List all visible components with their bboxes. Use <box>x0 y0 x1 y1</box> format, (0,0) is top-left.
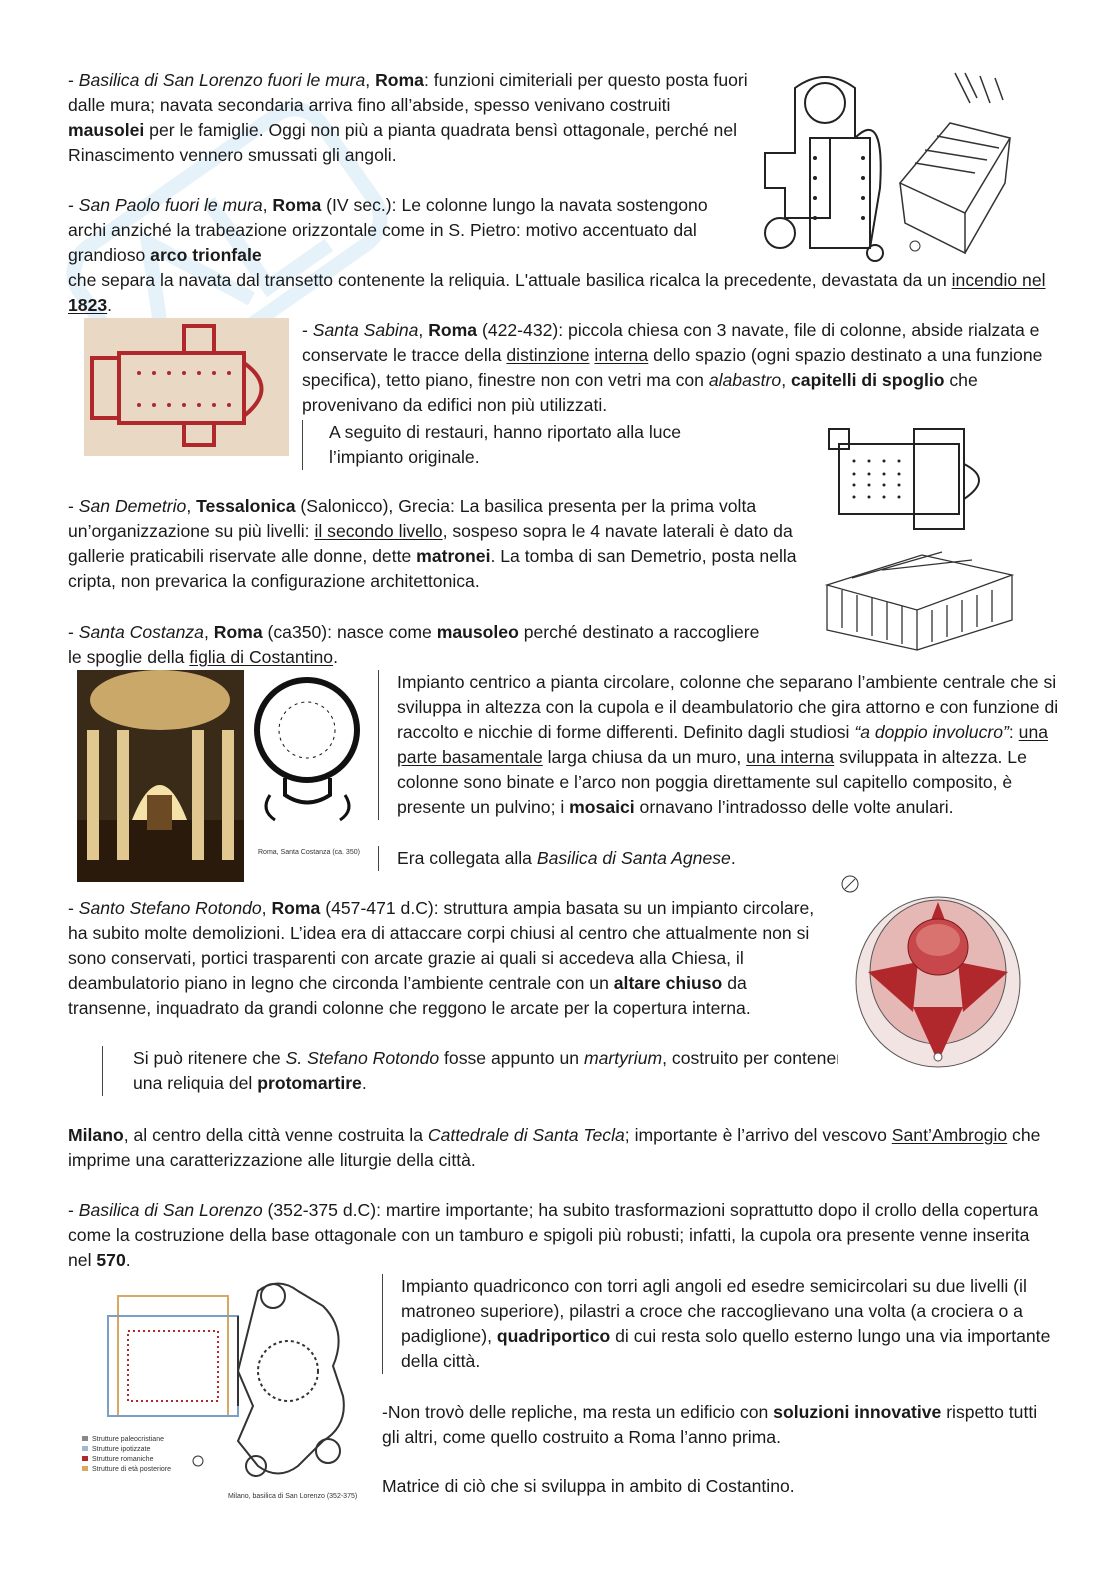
text: rispetto tutti gli altri, come quello costruito a Roma l’anno prima. <box>382 1402 1038 1447</box>
text: che imprime una caratterizzazione alle liturgie della città. <box>68 1125 1041 1170</box>
note-santo-stefano: Si può ritenere che S. Stefano Rotondo fosse appunto un martyrium, costruito per contenere una reliquia del protomartire. <box>102 1046 853 1096</box>
figure-caption: Roma, Santa Costanza (ca. 350) <box>258 849 360 856</box>
underlined-term: distinzione <box>506 345 590 365</box>
underlined-term: il secondo livello <box>314 521 443 541</box>
bold-term: mausoleo <box>436 622 519 642</box>
city: Tessalonica <box>196 496 296 516</box>
bold-term: capitelli di spoglio <box>791 370 945 390</box>
italic-term: martyrium <box>583 1048 663 1068</box>
city: Roma <box>271 898 321 918</box>
figure-san-lorenzo-milano-plan <box>78 1276 358 1502</box>
figure-san-demetrio-plan <box>824 419 1000 537</box>
paragraph-san-paolo-b <box>68 268 1048 318</box>
italic-term: “a doppio involucro” <box>854 722 1009 742</box>
figure-santa-costanza-plan <box>250 670 365 862</box>
text: Era collegata alla <box>397 848 537 868</box>
text: perché destinato a raccogliere le spoglie della <box>68 622 760 667</box>
text: -Non trovò delle repliche, ma resta un edificio con <box>382 1402 774 1422</box>
text: che provenivano da edifici non più utilizzati. <box>302 370 978 415</box>
text: che separa la navata dal transetto contenente la reliquia. L'attuale basilica ricalca la precedente, devastata da un <box>68 270 952 290</box>
legend-item: Strutture di età posteriore <box>92 1466 171 1473</box>
text: Impianto centrico a pianta circolare, colonne che separano l’ambiente centrale che si sviluppa in altezza con la cupola e il deambulatorio che gira attorno e con funzione di raccolto e nicchie di forme differenti. Definito dagli studiosi <box>397 672 1059 742</box>
city: Roma <box>375 70 424 90</box>
paragraph-san-lorenzo-milano: - Basilica di San Lorenzo (352-375 d.C): martire importante; ha subito trasformazioni soprattutto dopo il crollo della copertura come la costruzione della base ottagonale con un tamburo e spigoli più robusti; infatti, la cupola ora presente venne inserita nel 570. <box>68 1200 1039 1270</box>
underlined-term: incendio nel 1823 <box>68 270 1046 315</box>
note-san-lorenzo-milano-2 <box>382 1400 1042 1450</box>
church-name: Santa Sabina <box>312 320 419 340</box>
underlined-term: figlia di Costantino <box>189 647 334 667</box>
text: (Salonicco), Grecia: La basilica presenta per la prima volta un’organizzazione su più livelli: <box>68 496 757 541</box>
bold-term: matronei <box>416 546 491 566</box>
church-name: Basilica di San Lorenzo fuori le mura <box>78 70 366 90</box>
text: (422-432): piccola chiesa con 3 navate, file di colonne, abside rialzata e conservate le tracce della <box>302 320 1040 365</box>
legend-item: Strutture paleocristiane <box>92 1436 164 1443</box>
text: . <box>107 295 113 315</box>
text: da transenne, inquadrato da grandi colonne che reggono le arcate per la copertura interna. <box>68 973 751 1018</box>
underlined-term: una parte basamentale <box>397 722 1049 767</box>
text: , al centro della città venne costruita la <box>123 1125 428 1145</box>
text: ornavano l’intradosso delle volte anulari. <box>634 797 954 817</box>
text: dello spazio (ogni spazio destinato a una funzione specifica), tetto piano, finestre non con vetri ma con <box>302 345 1043 390</box>
note-santa-costanza-1: Impianto centrico a pianta circolare, colonne che separano l’ambiente centrale che si sviluppa in altezza con la cupola e il deambulatorio che gira attorno e con funzione di raccolto e nicchie di forme differenti. Definito dagli studiosi “a doppio involucro”: una parte basamentale larga chiusa da un muro, una interna sviluppata in altezza. Le colonne sono binate e l’arco non poggia direttamente sul capitello composito, è presente un pulvino; i mosaici ornavano l’intradosso delle volte anulari. <box>378 670 1062 820</box>
text: (ca350): nasce come <box>262 622 437 642</box>
note-san-lorenzo-milano-3: Matrice di ciò che si sviluppa in ambito di Costantino. <box>382 1476 795 1496</box>
text: ; importante è l’arrivo del vescovo <box>624 1125 892 1145</box>
note-san-lorenzo-milano-1 <box>382 1274 1061 1374</box>
note-santa-sabina: A seguito di restauri, hanno riportato alla luce l’impianto originale. <box>302 420 759 470</box>
text: : funzioni cimiteriali per questo posta fuori dalle mura; navata secondaria arriva fino all’abside, spesso venivano costruiti <box>68 70 748 115</box>
paragraph-san-lorenzo-fuori: - Basilica di San Lorenzo fuori le mura, Roma: funzioni cimiteriali per questo posta fuori dalle mura; navata secondaria arriva fino all’abside, spesso venivano costruiti mausolei per le famiglie. Oggi non più a pianta quadrata bensì ottagonale, perché nel Rinascimento vennero smussati gli angoli. <box>68 70 748 165</box>
bold-term: protomartire <box>257 1073 362 1093</box>
city: Milano <box>68 1125 124 1145</box>
text: per le famiglie. Oggi non più a pianta quadrata bensì ottagonale, perché nel Rinascimento vennero smussati gli angoli. <box>68 120 738 165</box>
text: (IV sec.): Le colonne lungo la navata sostengono archi anziché la trabeazione orizzontale come in S. Pietro: motivo accentuato dal grandioso <box>68 195 708 265</box>
text: (457-471 d.C): struttura ampia basata su un impianto circolare, ha subito molte demolizioni. L’idea era di attaccare corpi chiusi al centro che attualmente non si sono conservati, portici trasparenti con arcate grazie ai quali si accedeva alla Chiesa, il deambulatorio piano in legno che circonda l’ambiente centrale con un <box>68 898 815 993</box>
text: (352-375 d.C): martire importante; ha subito trasformazioni soprattutto dopo il crollo della copertura come la costruzione della base ottagonale con un tamburo e spigoli più robusti; infatti, la cupola ora presente venne inserita nel <box>68 1200 1039 1270</box>
text: , sospeso sopra le 4 navate laterali è dato da gallerie praticabili riservate alle donne, dette <box>68 521 793 566</box>
bold-term: soluzioni innovative <box>773 1402 942 1422</box>
city: Roma <box>428 320 478 340</box>
figure-santo-stefano-axonometric <box>838 872 1023 1072</box>
text: . La tomba di san Demetrio, posta nella cripta, non prevarica la configurazione architettonica. <box>68 546 797 591</box>
italic-term: alabastro <box>708 370 782 390</box>
text: di cui resta solo quello esterno lungo una via importante della città. <box>401 1326 1051 1371</box>
text: , costruito per contenere una reliquia del <box>133 1048 852 1093</box>
italic-term: S. Stefano Rotondo <box>285 1048 440 1068</box>
note-santa-costanza-2: Era collegata alla Basilica di Santa Agnese. <box>378 846 1062 871</box>
text: Impianto quadriconco con torri agli angoli ed esedre semicircolari su due livelli (il matroneo superiore), pilastri a croce che raccoglievano una volta (a crociera o a padiglione), <box>401 1276 1027 1346</box>
paragraph-santa-costanza: - Santa Costanza, Roma (ca350): nasce come mausoleo perché destinato a raccogliere le spoglie della figlia di Costantino. <box>68 622 760 667</box>
text: sviluppata in altezza. Le colonne sono binate e l’arco non poggia direttamente sul capitello composito, è presente un pulvino; i <box>397 747 1027 817</box>
paragraph-milano <box>68 1123 1043 1173</box>
bold-term: mosaici <box>569 797 635 817</box>
bold-term: altare chiuso <box>613 973 723 993</box>
paragraph-santa-sabina: - Santa Sabina, Roma (422-432): piccola chiesa con 3 navate, file di colonne, abside rialzata e conservate le tracce della distinzione interna dello spazio (ogni spazio destinato a una funzione specifica), tetto piano, finestre non con vetri ma con alabastro, capitelli di spoglio che provenivano da edifici non più utilizzati. <box>302 320 1043 415</box>
city: Roma <box>272 195 322 215</box>
bold-term: mausolei <box>68 120 145 140</box>
church-name: Basilica di San Lorenzo <box>78 1200 263 1220</box>
figure-san-lorenzo-fuori-plan <box>755 68 1020 263</box>
legend-item: Strutture ipotizzate <box>92 1446 151 1453</box>
legend-item: Strutture romaniche <box>92 1456 154 1463</box>
italic-term: Basilica di Santa Agnese <box>536 848 731 868</box>
church-name: Santo Stefano Rotondo <box>78 898 262 918</box>
underlined-term: una interna <box>746 747 835 767</box>
paragraph-santo-stefano: - Santo Stefano Rotondo, Roma (457-471 d.C): struttura ampia basata su un impianto circolare, ha subito molte demolizioni. L’idea era di attaccare corpi chiusi al centro che attualmente non si sono conservati, portici trasparenti con arcate grazie ai quali si accedeva alla Chiesa, il deambulatorio piano in legno che circonda l’ambiente centrale con un altare chiuso da transenne, inquadrato da grandi colonne che reggono le arcate per la copertura interna. <box>68 898 815 1018</box>
underlined-term: interna <box>594 345 649 365</box>
underlined-term: Sant’Ambrogio <box>891 1125 1008 1145</box>
bold-term: quadriportico <box>496 1326 611 1346</box>
figure-santa-costanza-interior <box>77 670 244 882</box>
figure-san-demetrio-axonometric <box>822 540 1020 652</box>
church-name: San Demetrio <box>78 496 187 516</box>
paragraph-san-demetrio: - San Demetrio, Tessalonica (Salonicco), Grecia: La basilica presenta per la prima volta un’organizzazione su più livelli: il secondo livello, sospeso sopra le 4 navate laterali è dato da gallerie praticabili riservate alle donne, dette matronei. La tomba di san Demetrio, posta nella cripta, non prevarica la configurazione architettonica. <box>68 496 797 591</box>
bold-term: 570 <box>96 1250 126 1270</box>
bold-term: arco trionfale <box>150 245 262 265</box>
church-name: San Paolo fuori le mura <box>78 195 263 215</box>
figure-caption: Milano, basilica di San Lorenzo (352-375) <box>228 1493 358 1500</box>
text: larga chiusa da un muro, <box>542 747 747 767</box>
italic-term: Cattedrale di Santa Tecla <box>427 1125 625 1145</box>
paragraph-san-paolo-a: - San Paolo fuori le mura, Roma (IV sec.): Le colonne lungo la navata sostengono archi anziché la trabeazione orizzontale come in S. Pietro: motivo accentuato dal grandioso arco trionfale <box>68 195 708 265</box>
church-name: Santa Costanza <box>78 622 204 642</box>
city: Roma <box>213 622 263 642</box>
figure-santa-sabina-plan <box>84 318 289 456</box>
text: Si può ritenere che <box>133 1048 286 1068</box>
